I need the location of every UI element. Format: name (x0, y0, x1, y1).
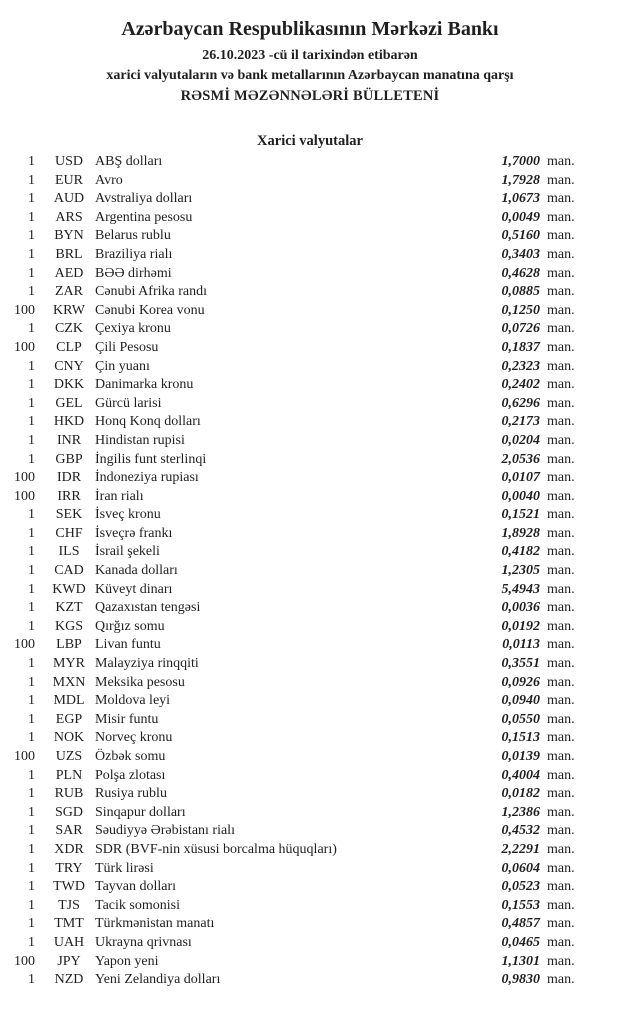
currency-code: SEK (55, 507, 83, 523)
rate-unit: man. (547, 321, 575, 337)
rate-quantity: 1 (28, 600, 35, 616)
rate-row (0, 469, 583, 488)
currency-code: TWD (53, 879, 85, 895)
rate-unit: man. (547, 265, 575, 281)
rate-value: 1,0673 (501, 191, 540, 207)
rate-value: 0,0465 (501, 934, 540, 950)
currency-code: KWD (52, 581, 86, 597)
rate-row (0, 971, 583, 990)
rate-unit: man. (547, 934, 575, 950)
currency-code: CLP (56, 339, 82, 355)
rate-quantity: 1 (28, 284, 35, 300)
rate-quantity: 100 (14, 637, 35, 653)
rate-quantity: 1 (28, 209, 35, 225)
currency-name: Türk lirəsi (95, 860, 154, 876)
rate-unit: man. (547, 525, 575, 541)
rate-unit: man. (547, 507, 575, 523)
rate-quantity: 1 (28, 563, 35, 579)
rate-quantity: 100 (14, 302, 35, 318)
section-title-foreign-currencies: Xarici valyutalar (257, 133, 363, 149)
rate-quantity: 1 (28, 841, 35, 857)
rate-quantity: 1 (28, 432, 35, 448)
rate-quantity: 1 (28, 451, 35, 467)
rate-value: 0,0204 (501, 432, 540, 448)
currency-code: UZS (55, 749, 83, 764)
currency-name: Yapon yeni (95, 953, 159, 969)
currency-code: LBP (56, 637, 82, 653)
rate-unit: man. (547, 972, 575, 988)
rate-unit: man. (547, 544, 575, 560)
rate-quantity: 1 (28, 581, 35, 597)
rate-row (0, 488, 583, 507)
currency-name: Rusiya rublu (95, 786, 167, 802)
rate-quantity: 100 (14, 953, 35, 969)
rate-value: 0,2402 (501, 377, 540, 393)
currency-code: EUR (55, 172, 83, 188)
rate-unit: man. (547, 860, 575, 876)
currency-name: Malayziya rinqqiti (95, 656, 199, 672)
currency-code: UAH (53, 934, 85, 950)
rate-unit: man. (547, 228, 575, 244)
rate-value: 0,1250 (501, 302, 540, 318)
rate-value: 0,0550 (501, 711, 540, 727)
currency-name: İran rialı (95, 488, 144, 504)
rate-row (0, 692, 583, 711)
currency-code: MXN (52, 674, 86, 690)
rate-value: 0,3551 (501, 656, 540, 672)
rate-row (0, 767, 583, 786)
currency-name: Küveyt dinarı (95, 581, 173, 597)
currency-name: Belarus rublu (95, 228, 171, 244)
currency-code: PLN (55, 767, 83, 783)
rate-row (0, 525, 583, 544)
currency-name: Yeni Zelandiya dolları (95, 972, 221, 988)
rate-value: 0,3403 (501, 246, 540, 262)
rate-value: 0,0523 (501, 879, 540, 895)
currency-code: IRR (57, 488, 81, 504)
rate-unit: man. (547, 600, 575, 616)
rate-row (0, 432, 583, 451)
currency-code: MYR (53, 656, 85, 672)
rate-unit: man. (547, 804, 575, 820)
rate-value: 0,0192 (501, 618, 540, 634)
currency-code: TMT (54, 916, 84, 932)
currency-name: Braziliya rialı (95, 246, 173, 262)
currency-code: TRY (55, 860, 83, 876)
rate-unit: man. (547, 674, 575, 690)
currency-code: BRL (55, 246, 83, 262)
currency-name: Tayvan dolları (95, 879, 177, 895)
currency-code: AUD (53, 191, 85, 207)
rate-row (0, 395, 583, 414)
currency-name: Misir funtu (95, 711, 159, 727)
rate-unit: man. (547, 786, 575, 802)
rate-unit: man. (547, 749, 575, 764)
rate-quantity: 1 (28, 934, 35, 950)
rate-value: 0,1513 (501, 730, 540, 746)
rate-row (0, 320, 583, 339)
rate-value: 0,0604 (501, 860, 540, 876)
rate-quantity: 100 (14, 339, 35, 355)
rate-row (0, 953, 583, 972)
rate-quantity: 1 (28, 618, 35, 634)
currency-name: Avro (95, 172, 123, 188)
currency-code: DKK (53, 377, 85, 393)
currency-code: KZT (55, 600, 83, 616)
rate-row (0, 841, 583, 860)
currency-code: KRW (53, 302, 85, 318)
currency-name: Çili Pesosu (95, 339, 159, 355)
rate-quantity: 1 (28, 358, 35, 374)
rate-row (0, 227, 583, 246)
rate-unit: man. (547, 841, 575, 857)
rate-unit: man. (547, 358, 575, 374)
rate-quantity: 1 (28, 191, 35, 207)
rate-unit: man. (547, 154, 575, 169)
rate-value: 0,0113 (502, 637, 540, 653)
rate-row (0, 655, 583, 674)
currency-code: NZD (54, 972, 84, 988)
currency-code: IDR (56, 470, 82, 486)
currency-name: Argentina pesosu (95, 209, 193, 225)
currency-code: AED (54, 265, 84, 281)
rate-unit: man. (547, 488, 575, 504)
rate-row (0, 915, 583, 934)
rate-unit: man. (547, 711, 575, 727)
rate-value: 0,0940 (501, 693, 540, 709)
rate-row (0, 860, 583, 879)
rate-value: 0,0726 (501, 321, 540, 337)
rate-unit: man. (547, 339, 575, 355)
rate-quantity: 1 (28, 879, 35, 895)
currency-name: Cənubi Korea vonu (95, 302, 205, 318)
currency-name: Çin yuanı (95, 358, 150, 374)
rate-row (0, 934, 583, 953)
rate-unit: man. (547, 897, 575, 913)
rate-unit: man. (547, 470, 575, 486)
rate-quantity: 1 (28, 823, 35, 839)
currency-code: USD (54, 154, 83, 169)
rate-row (0, 748, 583, 767)
currency-code: JPY (57, 953, 81, 969)
rate-quantity: 1 (28, 730, 35, 746)
rate-value: 5,4943 (501, 581, 540, 597)
currency-name: İsveçrə frankı (95, 525, 173, 541)
rate-value: 0,4532 (501, 823, 540, 839)
currency-code: EGP (55, 711, 83, 727)
effective-date-suffix: -cü il tarixindən etibarən (268, 48, 418, 63)
currency-code: XDR (54, 841, 84, 857)
currency-code: CAD (54, 563, 84, 579)
rate-value: 0,5160 (501, 228, 540, 244)
rate-row (0, 506, 583, 525)
rate-quantity: 1 (28, 377, 35, 393)
bank-name-title: Azərbaycan Respublikasının Mərkəzi Bankı (121, 18, 499, 40)
currency-name: Sinqapur dolları (95, 804, 186, 820)
rate-quantity: 1 (28, 656, 35, 672)
rate-row (0, 636, 583, 655)
rate-unit: man. (547, 953, 575, 969)
rate-quantity: 1 (28, 916, 35, 932)
rate-unit: man. (547, 451, 575, 467)
effective-date: 26.10.2023 (202, 48, 266, 63)
rate-quantity: 1 (28, 154, 35, 169)
rate-quantity: 1 (28, 544, 35, 560)
currency-name: Norveç kronu (95, 730, 173, 746)
currency-code: CZK (55, 321, 83, 337)
rate-row (0, 674, 583, 693)
currency-name: Meksika pesosu (95, 674, 185, 690)
rate-row (0, 822, 583, 841)
rate-value: 0,1553 (501, 897, 540, 913)
rate-quantity: 100 (14, 749, 35, 764)
rate-quantity: 100 (14, 470, 35, 486)
rate-unit: man. (547, 172, 575, 188)
rate-value: 0,9830 (501, 972, 540, 988)
rate-row (0, 581, 583, 600)
currency-name: İsrail şekeli (95, 544, 160, 560)
currency-code: SGD (54, 804, 83, 820)
rate-row (0, 339, 583, 358)
rate-unit: man. (547, 767, 575, 783)
currency-code: ZAR (55, 284, 83, 300)
rate-row (0, 265, 583, 284)
rate-row (0, 190, 583, 209)
currency-name: Hindistan rupisi (95, 432, 185, 448)
rate-quantity: 1 (28, 395, 35, 411)
rate-value: 2,0536 (501, 451, 540, 467)
currency-name: Qırğız somu (95, 618, 165, 634)
currency-code: ILS (58, 544, 80, 560)
rate-value: 0,2173 (501, 414, 540, 430)
currency-name: İngilis funt sterlinqi (95, 451, 207, 467)
rate-row (0, 358, 583, 377)
rate-unit: man. (547, 823, 575, 839)
rate-row (0, 209, 583, 228)
rate-unit: man. (547, 377, 575, 393)
rate-quantity: 1 (28, 414, 35, 430)
rate-value: 1,8928 (501, 525, 540, 541)
rate-row (0, 618, 583, 637)
subject-line: xarici valyutaların və bank metallarının Azərbaycan manatına qarşı (106, 68, 514, 83)
rate-quantity: 1 (28, 972, 35, 988)
currency-name: Cənubi Afrika randı (95, 284, 207, 300)
rate-value: 0,0049 (501, 209, 540, 225)
rate-quantity: 1 (28, 228, 35, 244)
rate-unit: man. (547, 246, 575, 262)
currency-name: Ukrayna qrivnası (95, 934, 192, 950)
rate-quantity: 1 (28, 265, 35, 281)
rate-value: 0,0182 (501, 786, 540, 802)
rate-unit: man. (547, 693, 575, 709)
rate-value: 0,4004 (501, 767, 540, 783)
currency-name: BƏƏ dirhəmi (95, 265, 172, 281)
rate-value: 0,0885 (501, 284, 540, 300)
rate-value: 0,6296 (501, 395, 540, 411)
rate-unit: man. (547, 637, 575, 653)
rate-unit: man. (547, 191, 575, 207)
rate-value: 0,4628 (501, 265, 540, 281)
rate-row (0, 785, 583, 804)
rate-quantity: 1 (28, 321, 35, 337)
rate-value: 0,1521 (501, 507, 540, 523)
currency-name: İsveç kronu (95, 507, 161, 523)
currency-code: CNY (54, 358, 84, 374)
currency-code: NOK (53, 730, 85, 746)
currency-name: Livan funtu (95, 637, 161, 653)
rate-value: 0,0036 (501, 600, 540, 616)
rate-row (0, 599, 583, 618)
currency-code: CHF (55, 525, 83, 541)
rate-unit: man. (547, 432, 575, 448)
currency-code: GBP (55, 451, 83, 467)
currency-name: Polşa zlotası (95, 767, 166, 783)
currency-name: İndoneziya rupiası (95, 470, 199, 486)
rate-quantity: 1 (28, 804, 35, 820)
currency-name: Danimarka kronu (95, 377, 194, 393)
rate-unit: man. (547, 879, 575, 895)
rate-row (0, 711, 583, 730)
rate-value: 0,4857 (501, 916, 540, 932)
rate-unit: man. (547, 414, 575, 430)
currency-code: GEL (55, 395, 83, 411)
rate-quantity: 1 (28, 711, 35, 727)
rate-row (0, 897, 583, 916)
rate-quantity: 1 (28, 246, 35, 262)
rate-unit: man. (547, 209, 575, 225)
rate-value: 0,0926 (501, 674, 540, 690)
rate-unit: man. (547, 618, 575, 634)
rate-quantity: 1 (28, 674, 35, 690)
rate-quantity: 1 (28, 172, 35, 188)
currency-name: Qazaxıstan tengəsi (95, 600, 201, 616)
rate-value: 0,1837 (501, 339, 540, 355)
currency-name: Honq Konq dolları (95, 414, 201, 430)
rate-value: 1,7000 (501, 154, 540, 169)
bulletin-title: RƏSMİ MƏZƏNNƏLƏRİ BÜLLETENİ (180, 88, 440, 104)
currency-name: Gürcü larisi (95, 395, 162, 411)
rate-row (0, 543, 583, 562)
rate-quantity: 1 (28, 767, 35, 783)
currency-code: BYN (54, 228, 84, 244)
rate-quantity: 1 (28, 693, 35, 709)
currency-code: HKD (53, 414, 85, 430)
rate-quantity: 100 (14, 488, 35, 504)
rate-row (0, 729, 583, 748)
rate-quantity: 1 (28, 507, 35, 523)
currency-code: ARS (55, 209, 83, 225)
rate-quantity: 1 (28, 897, 35, 913)
rate-unit: man. (547, 730, 575, 746)
rate-row (0, 302, 583, 321)
currency-code: RUB (54, 786, 84, 802)
rate-quantity: 1 (28, 525, 35, 541)
rate-row (0, 804, 583, 823)
rate-value: 0,0107 (501, 470, 540, 486)
rate-value: 1,2386 (501, 804, 540, 820)
currency-name: Səudiyyə Ərəbistanı rialı (95, 823, 235, 839)
rate-unit: man. (547, 302, 575, 318)
currency-code: TJS (58, 897, 80, 913)
currency-name: Tacik somonisi (95, 897, 180, 913)
currency-name: Kanada dolları (95, 563, 178, 579)
rate-unit: man. (547, 916, 575, 932)
currency-name: Çexiya kronu (95, 321, 171, 337)
currency-name: Türkmənistan manatı (95, 916, 215, 932)
rate-row (0, 878, 583, 897)
currency-name: ABŞ dolları (95, 154, 163, 169)
currency-code: SAR (55, 823, 83, 839)
rate-value: 2,2291 (501, 841, 540, 857)
rate-value: 0,4182 (501, 544, 540, 560)
currency-name: Avstraliya dolları (95, 191, 193, 207)
rate-row (0, 246, 583, 265)
rate-value: 1,2305 (501, 563, 540, 579)
rate-unit: man. (547, 395, 575, 411)
rate-row (0, 413, 583, 432)
currency-name: Özbək somu (95, 749, 166, 764)
rate-value: 0,2323 (501, 358, 540, 374)
currency-code: MDL (53, 693, 85, 709)
currency-code: INR (56, 432, 82, 448)
rate-unit: man. (547, 284, 575, 300)
rate-unit: man. (547, 581, 575, 597)
effective-date-line (0, 48, 620, 64)
rate-value: 0,0139 (501, 749, 540, 764)
rates-table (0, 153, 583, 990)
rate-row (0, 376, 583, 395)
rate-row (0, 153, 583, 172)
currency-name: SDR (BVF-nin xüsusi borcalma hüquqları) (95, 841, 337, 857)
currency-name: Moldova leyi (95, 693, 171, 709)
rate-value: 1,1301 (501, 953, 540, 969)
rate-unit: man. (547, 656, 575, 672)
rate-row (0, 283, 583, 302)
rate-row (0, 172, 583, 191)
rate-row (0, 451, 583, 470)
rate-unit: man. (547, 563, 575, 579)
rate-value: 0,0040 (501, 488, 540, 504)
rate-value: 1,7928 (501, 172, 540, 188)
rate-quantity: 1 (28, 786, 35, 802)
rate-quantity: 1 (28, 860, 35, 876)
rate-row (0, 562, 583, 581)
currency-code: KGS (54, 618, 83, 634)
